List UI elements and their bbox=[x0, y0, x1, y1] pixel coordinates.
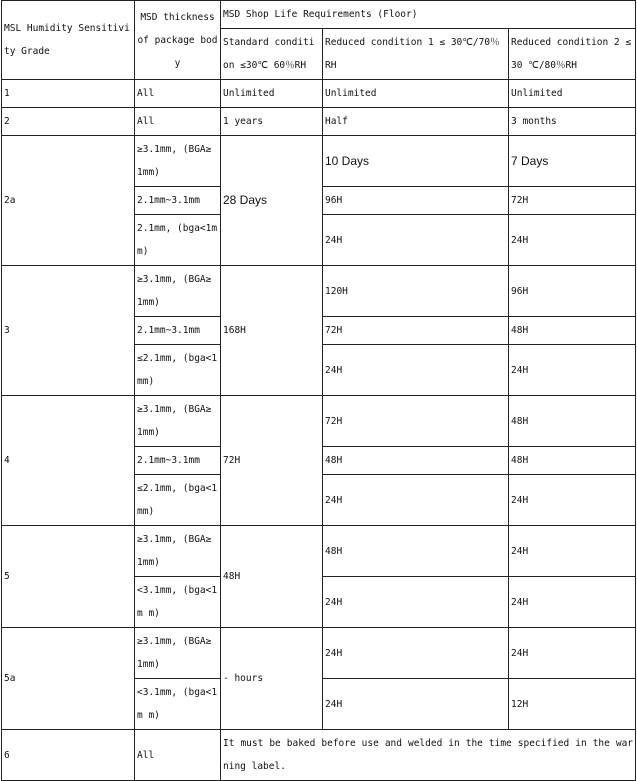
cell-reduced-1: 72H bbox=[323, 396, 509, 447]
cell-thickness: 2.1mm~3.1mm bbox=[135, 187, 221, 215]
cell-reduced-1: 24H bbox=[323, 628, 509, 679]
table-row-grade-4 bbox=[2, 396, 636, 447]
cell-grade: 1 bbox=[2, 80, 135, 108]
cell-reduced-2: 12H bbox=[509, 679, 636, 730]
cell-thickness: ≥3.1mm, (BGA≥ 1mm) bbox=[135, 526, 221, 577]
cell-grade: 4 bbox=[2, 396, 135, 526]
cell-reduced-1: 48H bbox=[323, 447, 509, 475]
cell-reduced-2: 24H bbox=[509, 526, 636, 577]
cell-grade: 2 bbox=[2, 108, 135, 136]
cell-thickness: 2.1mm~3.1mm bbox=[135, 447, 221, 475]
cell-grade: 5 bbox=[2, 526, 135, 628]
table-row-grade-1 bbox=[2, 80, 636, 108]
header-standard-condition: Standard condition ≤30℃ 60％RH bbox=[221, 29, 323, 80]
cell-thickness: ≤2.1mm, (bga<1 mm) bbox=[135, 345, 221, 396]
cell-reduced-1: 24H bbox=[323, 577, 509, 628]
cell-bake-note: It must be baked before use and welded in the time specified in the warning label. bbox=[221, 730, 636, 781]
cell-reduced-2: 24H bbox=[509, 345, 636, 396]
cell-reduced-2: 48H bbox=[509, 396, 636, 447]
cell-reduced-1: 24H bbox=[323, 215, 509, 266]
cell-reduced-1: 96H bbox=[323, 187, 509, 215]
cell-reduced-2: 48H bbox=[509, 317, 636, 345]
table-row-grade-5a bbox=[2, 628, 636, 679]
cell-reduced-2: 24H bbox=[509, 215, 636, 266]
table-row-grade-3 bbox=[2, 266, 636, 317]
table-row-grade-2 bbox=[2, 108, 636, 136]
cell-reduced-1: Unlimited bbox=[323, 80, 509, 108]
msl-floor-life-table bbox=[1, 0, 636, 781]
cell-grade: 6 bbox=[2, 730, 135, 781]
cell-thickness: All bbox=[135, 730, 221, 781]
cell-grade: 2a bbox=[2, 136, 135, 266]
cell-thickness: 2.1mm, (bga<1m m) bbox=[135, 215, 221, 266]
cell-reduced-1: 48H bbox=[323, 526, 509, 577]
cell-standard: 28 Days bbox=[221, 136, 323, 266]
cell-reduced-2: 3 months bbox=[509, 108, 636, 136]
cell-reduced-1: 24H bbox=[323, 475, 509, 526]
cell-reduced-2: Unlimited bbox=[509, 80, 636, 108]
cell-thickness: <3.1mm, (bga<1m m) bbox=[135, 577, 221, 628]
cell-thickness: ≥3.1mm, (BGA≥ 1mm) bbox=[135, 396, 221, 447]
cell-reduced-1: 10 Days bbox=[323, 136, 509, 187]
cell-standard: 48H bbox=[221, 526, 323, 628]
table-row-grade-5 bbox=[2, 526, 636, 577]
cell-reduced-1: 120H bbox=[323, 266, 509, 317]
cell-reduced-2: 48H bbox=[509, 447, 636, 475]
cell-standard: 1 years bbox=[221, 108, 323, 136]
cell-standard: - hours bbox=[221, 628, 323, 730]
cell-reduced-2: 72H bbox=[509, 187, 636, 215]
header-msl-grade: MSL Humidity Sensitivity Grade bbox=[2, 1, 135, 80]
cell-thickness: 2.1mm~3.1mm bbox=[135, 317, 221, 345]
header-reduced-condition-1: Reduced condition 1 ≤ 30℃/70％ RH bbox=[323, 29, 509, 80]
cell-standard: 168H bbox=[221, 266, 323, 396]
cell-thickness: ≤2.1mm, (bga<1 mm) bbox=[135, 475, 221, 526]
header-package-thickness: MSD thickness of package body bbox=[135, 1, 221, 80]
table-row-grade-6 bbox=[2, 730, 636, 781]
cell-thickness: ≥3.1mm, (BGA≥ 1mm) bbox=[135, 628, 221, 679]
cell-reduced-1: 72H bbox=[323, 317, 509, 345]
cell-reduced-1: Half bbox=[323, 108, 509, 136]
cell-standard: 72H bbox=[221, 396, 323, 526]
cell-reduced-1: 24H bbox=[323, 679, 509, 730]
cell-standard: Unlimited bbox=[221, 80, 323, 108]
cell-reduced-2: 24H bbox=[509, 577, 636, 628]
cell-thickness: All bbox=[135, 80, 221, 108]
cell-grade: 5a bbox=[2, 628, 135, 730]
cell-grade: 3 bbox=[2, 266, 135, 396]
cell-thickness: ≥3.1mm, (BGA≥ 1mm) bbox=[135, 136, 221, 187]
cell-thickness: ≥3.1mm, (BGA≥ 1mm) bbox=[135, 266, 221, 317]
cell-thickness: All bbox=[135, 108, 221, 136]
header-reduced-condition-2: Reduced condition 2 ≤30 ℃/80％RH bbox=[509, 29, 636, 80]
cell-reduced-2: 24H bbox=[509, 475, 636, 526]
cell-reduced-2: 96H bbox=[509, 266, 636, 317]
cell-reduced-1: 24H bbox=[323, 345, 509, 396]
cell-thickness: <3.1mm, (bga<1m m) bbox=[135, 679, 221, 730]
cell-reduced-2: 7 Days bbox=[509, 136, 636, 187]
header-shop-life: MSD Shop Life Requirements (Floor) bbox=[221, 1, 636, 29]
cell-reduced-2: 24H bbox=[509, 628, 636, 679]
table-row-grade-2a bbox=[2, 136, 636, 187]
